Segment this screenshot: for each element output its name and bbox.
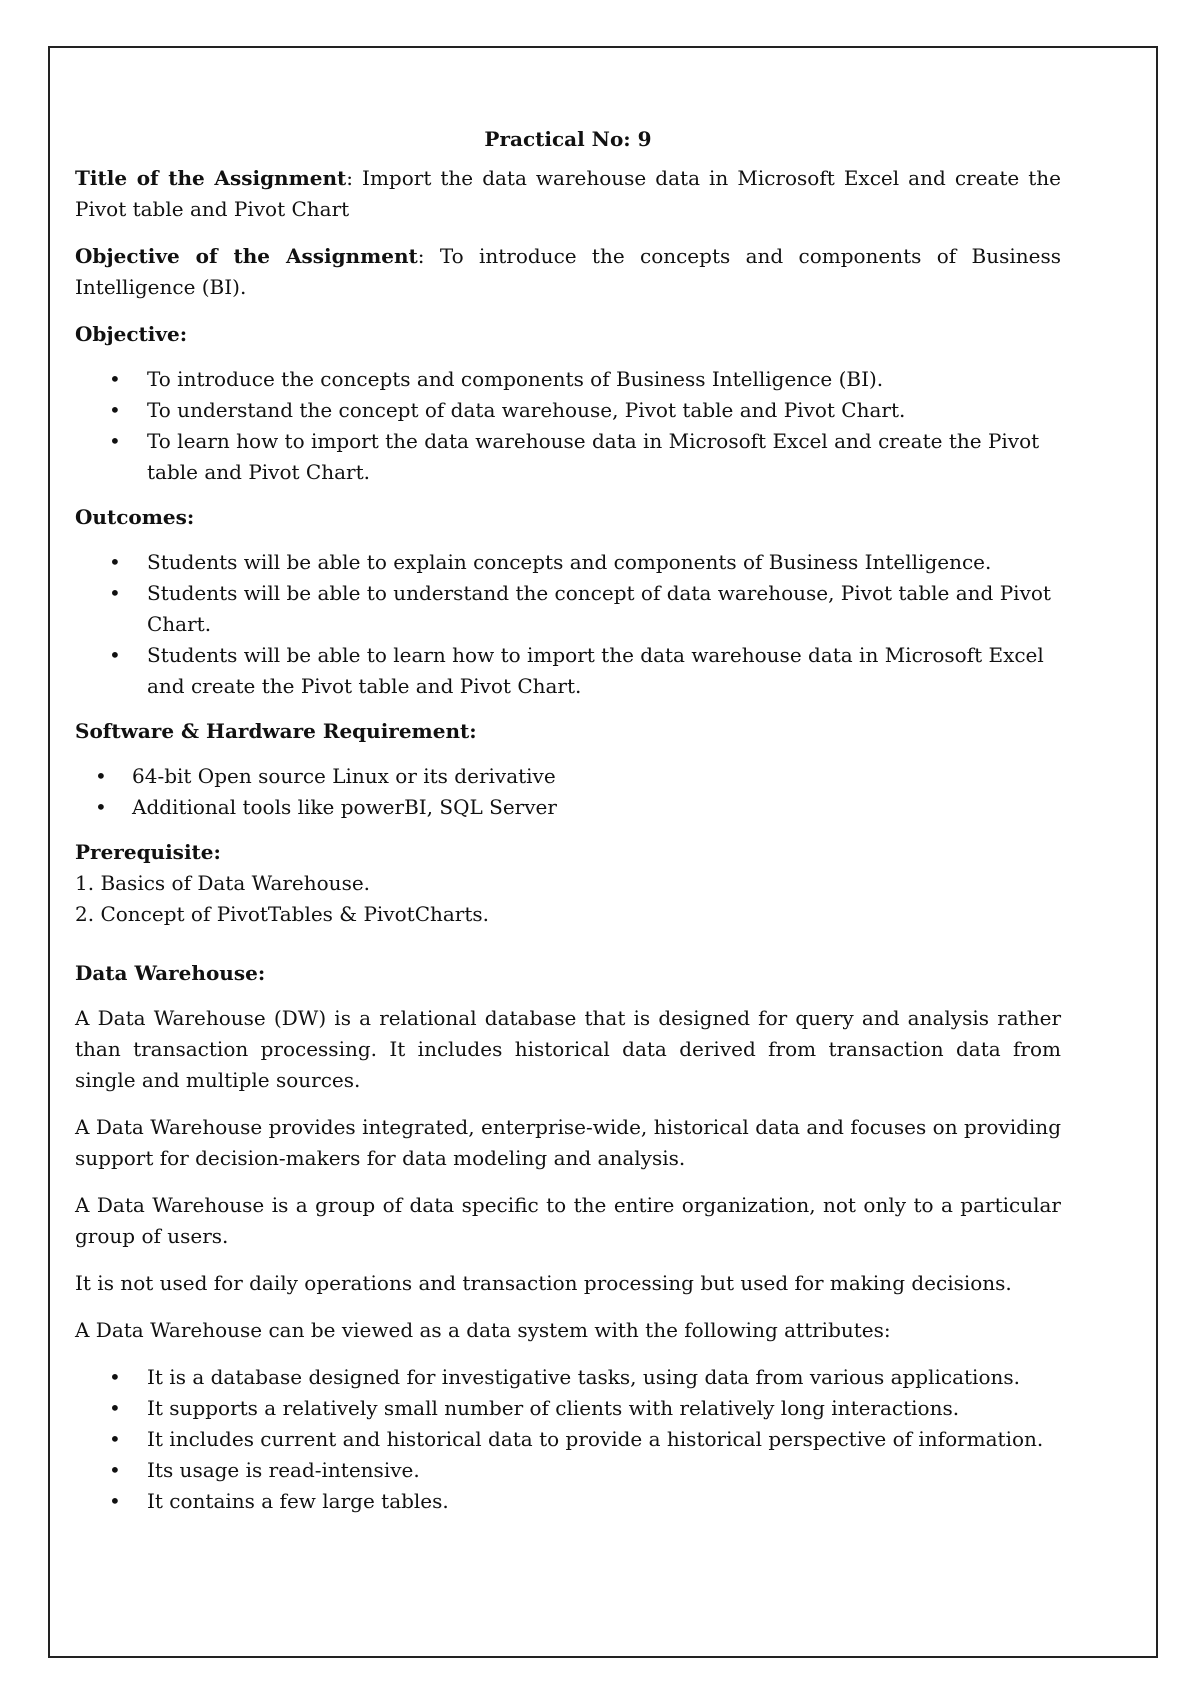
list-item: • Students will be able to learn how to import the data warehouse data in Microsoft Excel and create the Pivot table and Pivot Chart. (75, 640, 1061, 702)
assignment-objective-label: Objective of the Assignment (75, 244, 418, 268)
assignment-objective-text: : To introduce the concepts and components of Business Intelligence (BI). (75, 244, 1061, 299)
list-item: • Students will be able to understand the concept of data warehouse, Pivot table and Pivot Chart. (75, 578, 1061, 640)
prerequisite-item: 2. Concept of PivotTables & PivotCharts. (75, 902, 490, 926)
requirements-list (75, 761, 1061, 823)
assignment-objective (75, 241, 1061, 303)
requirements-heading: Software & Hardware Requirement: (75, 719, 477, 743)
list-item: • Students will be able to explain concepts and components of Business Intelligence. (75, 547, 1061, 578)
objective-heading: Objective: (75, 322, 188, 346)
outcomes-list (75, 547, 1061, 702)
document-body (75, 124, 1061, 1531)
list-item: • To learn how to import the data warehouse data in Microsoft Excel and create the Pivot table and Pivot Chart. (75, 426, 1061, 488)
prerequisite-item: 1. Basics of Data Warehouse. (75, 871, 371, 895)
prerequisite-heading: Prerequisite: (75, 840, 221, 864)
list-item: • To understand the concept of data warehouse, Pivot table and Pivot Chart. (75, 395, 1061, 426)
list-item: • It supports a relatively small number of clients with relatively long interactions. (75, 1393, 1061, 1424)
paragraph: A Data Warehouse (DW) is a relational database that is designed for query and analysis rather than transaction processing. It includes historical data derived from transaction data from single and multiple sources. (75, 1006, 1061, 1092)
data-warehouse-heading: Data Warehouse: (75, 961, 266, 985)
prerequisite-section (75, 837, 1061, 930)
assignment-title-text: : Import the data warehouse data in Microsoft Excel and create the Pivot table and Pivot Chart (75, 166, 1062, 221)
assignment-title (75, 163, 1061, 225)
paragraph: It is not used for daily operations and transaction processing but used for making decisions. (75, 1271, 1012, 1295)
attributes-list (75, 1362, 1061, 1517)
assignment-title-label: Title of the Assignment (75, 166, 347, 190)
outcomes-heading: Outcomes: (75, 505, 195, 529)
list-item: • It contains a few large tables. (75, 1486, 1061, 1517)
list-item: • To introduce the concepts and components of Business Intelligence (BI). (75, 364, 1061, 395)
paragraph: A Data Warehouse can be viewed as a data system with the following attributes: (75, 1318, 891, 1342)
list-item: • Additional tools like powerBI, SQL Server (75, 792, 1061, 823)
list-item: • 64-bit Open source Linux or its derivative (75, 761, 1061, 792)
paragraph: A Data Warehouse provides integrated, enterprise-wide, historical data and focuses on providing support for decision-makers for data modeling and analysis. (75, 1115, 1061, 1170)
list-item: • It includes current and historical data to provide a historical perspective of information. (75, 1424, 1061, 1455)
objective-list (75, 364, 1061, 488)
list-item: • It is a database designed for investigative tasks, using data from various applications. (75, 1362, 1061, 1393)
list-item: • Its usage is read-intensive. (75, 1455, 1061, 1486)
paragraph: A Data Warehouse is a group of data specific to the entire organization, not only to a particular group of users. (75, 1193, 1061, 1248)
practical-title: Practical No: 9 (484, 127, 652, 151)
